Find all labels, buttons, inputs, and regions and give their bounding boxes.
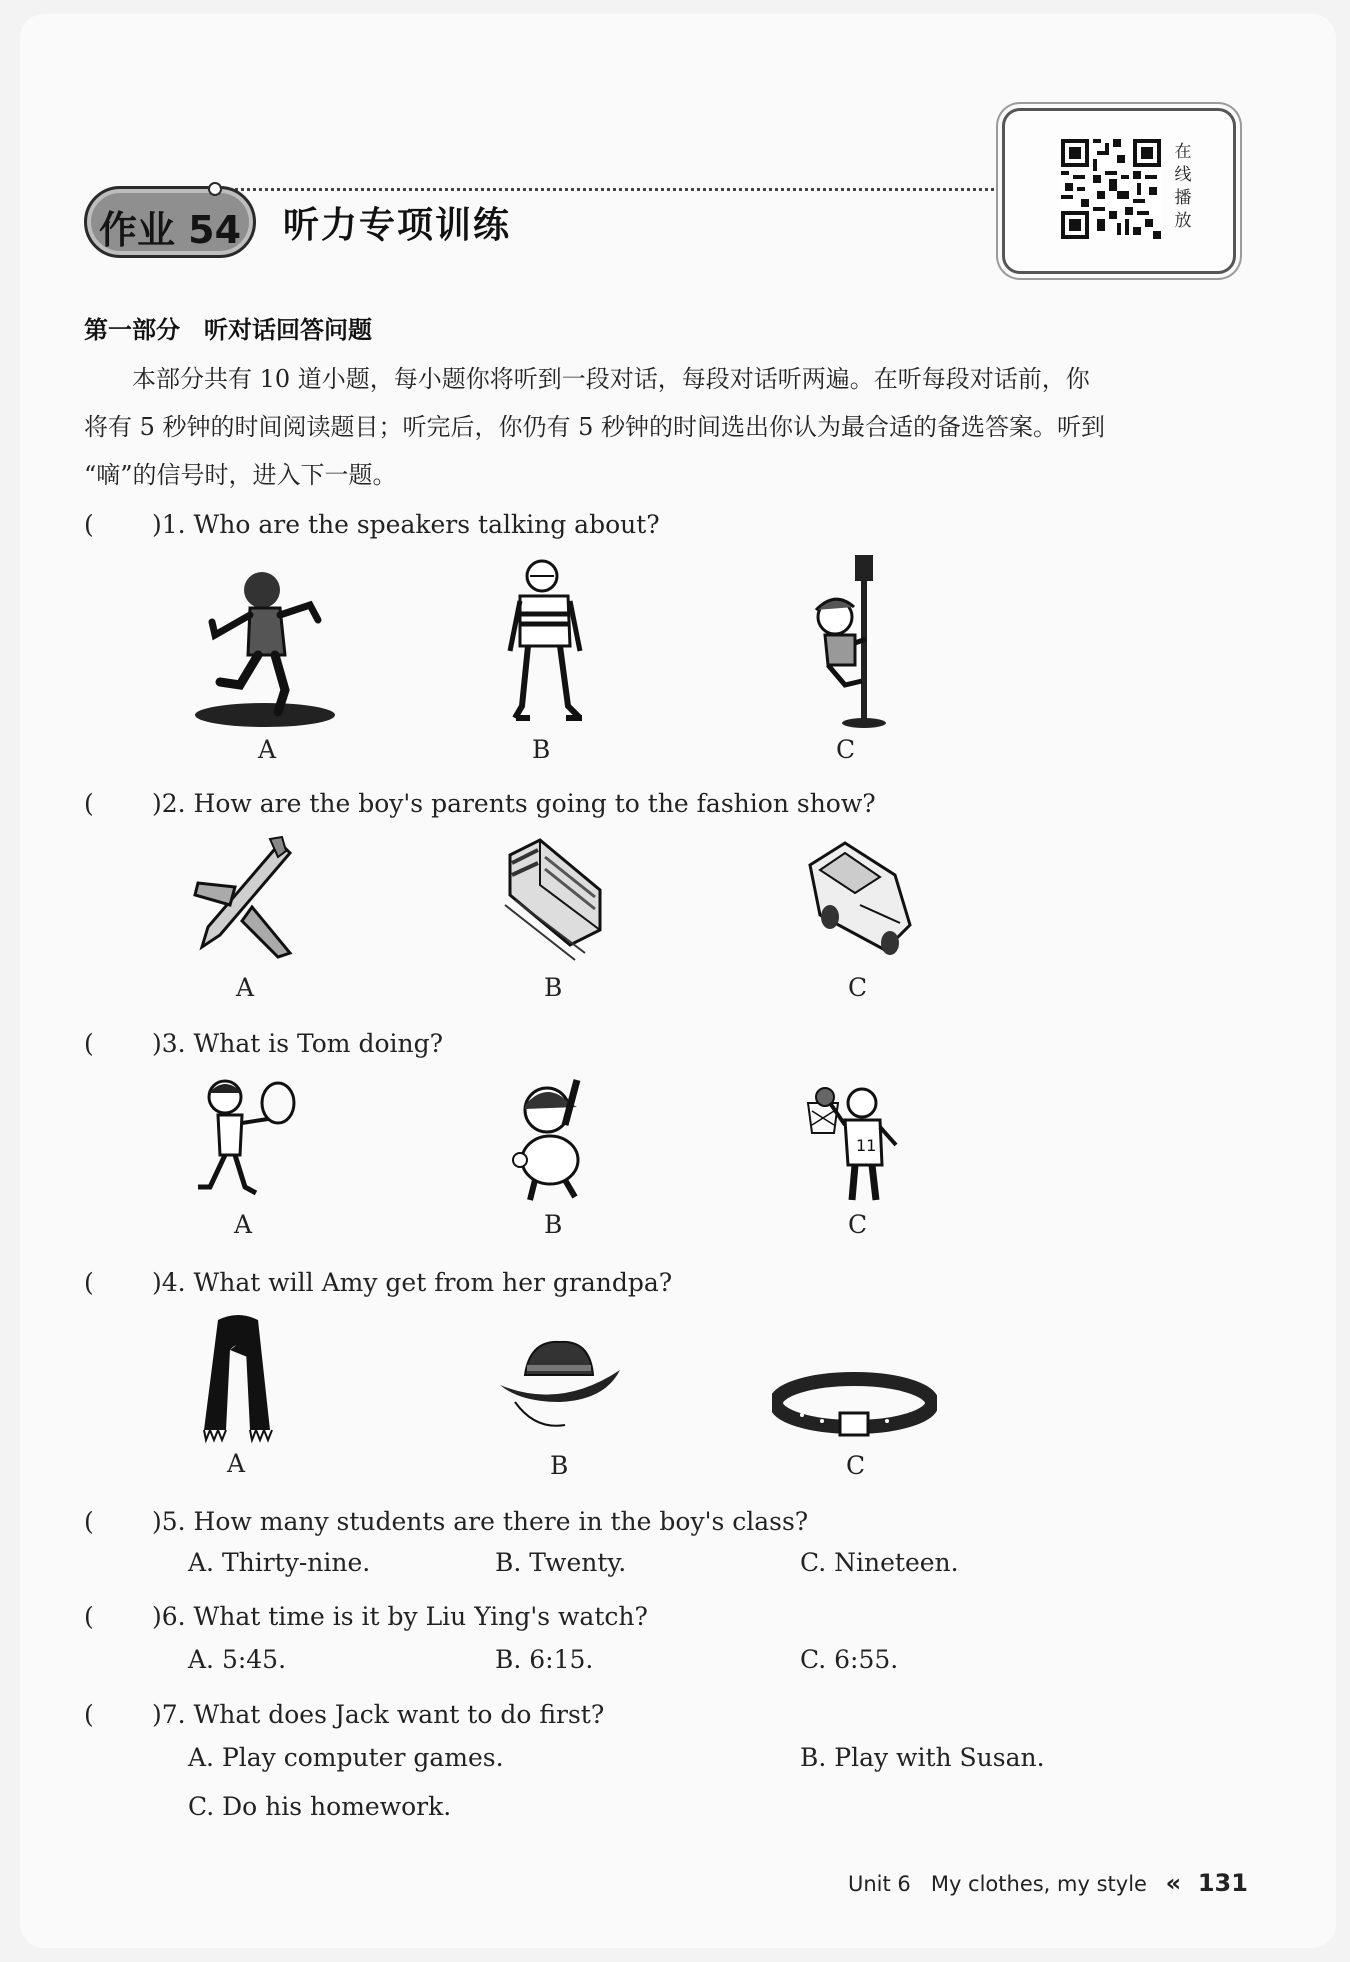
question-3: ( )3. What is Tom doing? [84,1024,443,1060]
question-7: ( )7. What does Jack want to do first? [84,1695,604,1731]
homework-badge-label: 作业 54 [98,208,242,252]
airplane-picture[interactable] [190,835,300,965]
option-b: B. Twenty. [495,1548,627,1577]
option-c: C. Do his homework. [188,1792,452,1821]
hat-picture[interactable] [495,1330,625,1440]
option-label: A [236,973,255,1002]
qr-code-icon[interactable] [1061,139,1161,239]
answer-blank[interactable]: ( [84,510,144,539]
badge-dot [208,182,222,196]
footer-unit: Unit 6 [848,1872,911,1896]
option-c: C. 6:55. [800,1645,899,1674]
question-5: ( )5. How many students are there in the boy's class? [84,1502,808,1538]
belt-picture[interactable] [772,1365,937,1445]
homework-badge [84,186,256,258]
answer-blank[interactable]: ( [84,1268,144,1297]
boy-playing-tennis-picture[interactable] [190,1075,300,1205]
section-intro: 本部分共有 10 道小题，每小题你将听到一段对话，每段对话听两遍。在听每段对话前，你 将有 5 秒钟的时间阅读题目；听完后，你仍有 5 秒钟的时间选出你认为最合适的备选答案。听到 “嘀”的信号时，进入下一题。 [84,365,1106,489]
boy-climbing-lamppost-picture[interactable] [800,555,895,730]
double-chevron-left-icon: « [1165,1869,1182,1897]
train-picture[interactable] [500,835,610,965]
walking-man-picture[interactable] [490,556,600,726]
option-b: B. Play with Susan. [800,1743,1045,1772]
car-picture[interactable] [800,835,915,965]
option-b: B. 6:15. [495,1645,594,1674]
answer-blank[interactable]: ( [84,789,144,818]
option-label: A [234,1210,253,1239]
option-label: C [848,973,868,1002]
option-label: A [227,1449,246,1478]
qr-panel[interactable] [1002,108,1236,274]
question-6: ( )6. What time is it by Liu Ying's watch? [84,1597,648,1633]
option-label: C [836,735,856,764]
option-label: A [258,735,277,764]
answer-blank[interactable]: ( [84,1602,144,1631]
option-label: C [846,1451,866,1480]
boy-playing-baseball-picture[interactable] [505,1075,605,1205]
page-number: 131 [1197,1869,1248,1897]
option-label: B [550,1451,569,1480]
homework-title: 听力专项训练 [283,205,512,246]
question-2: ( )2. How are the boy's parents going to the fashion show? [84,784,876,820]
section-title: 第一部分 听对话回答问题 [84,316,372,344]
header-dotted-line [222,188,1002,191]
answer-blank[interactable]: ( [84,1029,144,1058]
footer-title: My clothes, my style [930,1872,1147,1896]
running-man-picture[interactable] [190,560,340,730]
scarf-picture[interactable] [188,1310,288,1445]
option-label: C [848,1210,868,1239]
answer-blank[interactable]: ( [84,1507,144,1536]
question-4: ( )4. What will Amy get from her grandpa? [84,1263,672,1299]
option-a: A. Play computer games. [188,1743,504,1772]
option-c: C. Nineteen. [800,1548,959,1577]
option-label: B [544,973,563,1002]
option-label: B [532,735,551,764]
svg-text:11: 11 [856,1136,877,1155]
option-a: A. Thirty-nine. [188,1548,371,1577]
page-footer [848,1869,1248,1897]
answer-blank[interactable]: ( [84,1700,144,1729]
option-label: B [544,1210,563,1239]
option-a: A. 5:45. [188,1645,287,1674]
qr-label: 在 线 播 放 [1174,142,1192,231]
question-1: ( )1. Who are the speakers talking about? [84,505,660,541]
boy-playing-basketball-picture[interactable] [800,1075,910,1210]
